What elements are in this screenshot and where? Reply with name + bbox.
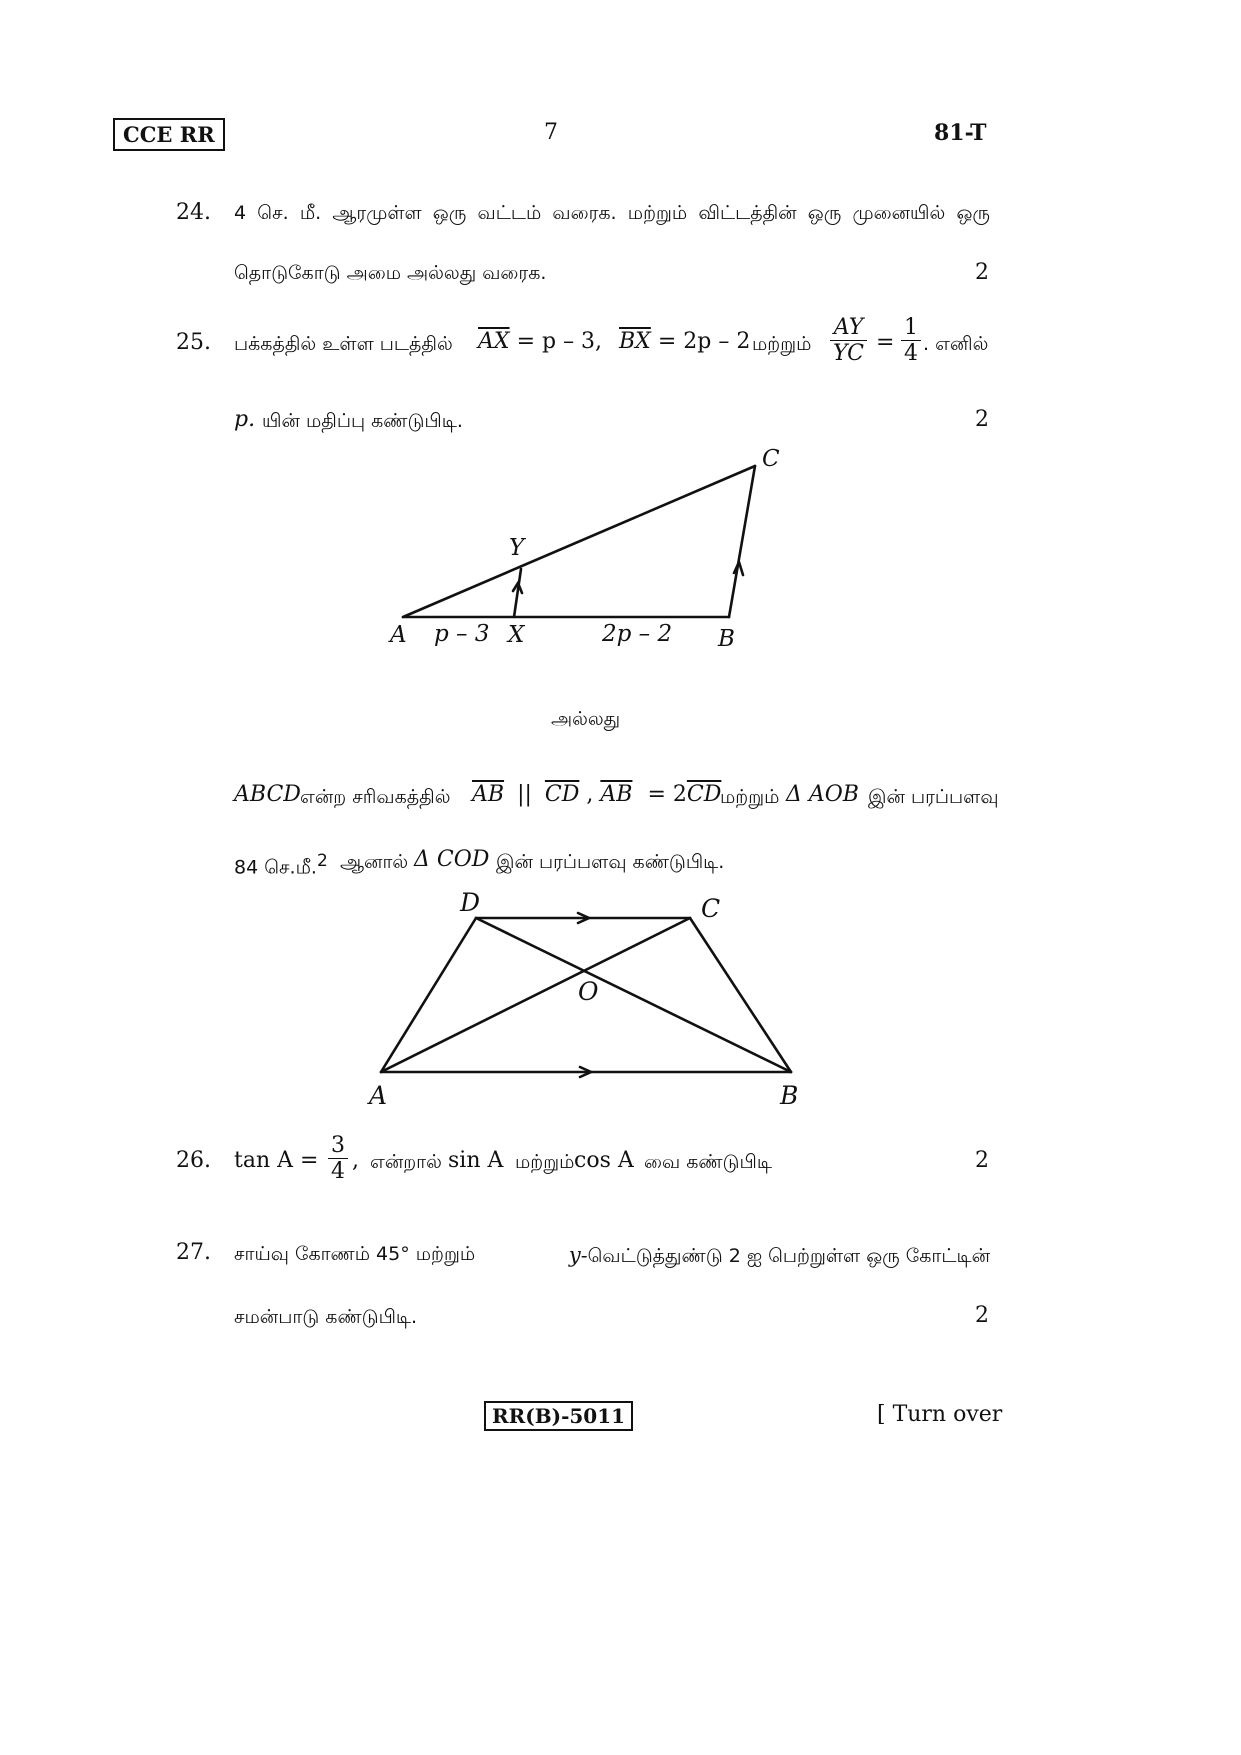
fig2-label-o: O — [578, 977, 599, 1006]
alt-ab1: $\overline{AB}$ — [472, 782, 505, 807]
alt-ab2: $\overline{AB}$ — [600, 782, 633, 807]
fig1-label-seg1: p – 3 — [434, 621, 490, 647]
q27-line1 — [234, 1243, 990, 1268]
alt-ab-cd — [472, 782, 721, 807]
q27-number: 27. — [176, 1240, 211, 1265]
fig2-label-d: D — [460, 888, 481, 917]
alt-cd2: $\overline{CD}$ — [686, 782, 722, 807]
fig1-label-x: X — [508, 622, 525, 648]
header-box-cce-rr: CCE RR — [113, 118, 225, 151]
q26-number: 26. — [176, 1148, 211, 1173]
fig2-label-c: C — [701, 894, 721, 923]
alt-parallel: || — [517, 782, 532, 807]
alt-cd1: $\overline{CD}$ — [544, 782, 580, 807]
q26-marks: 2 — [975, 1148, 989, 1173]
alt-and: மற்றும் — [720, 786, 780, 808]
q25-intro: பக்கத்தில் உள்ள படத்தில் — [234, 333, 453, 355]
q27-line1b: -வெட்டுத்துண்டு 2 ஐ பெற்றுள்ள ஒரு கோட்டின் — [580, 1245, 990, 1267]
q25-then: . எனில் — [923, 333, 989, 355]
line-bc — [729, 466, 755, 617]
fig1-label-seg2: 2p – 2 — [602, 621, 673, 647]
q26-text2: வை கண்டுபிடி — [644, 1151, 772, 1173]
q26-frac-den: 4 — [331, 1159, 345, 1184]
q25-marks: 2 — [975, 407, 989, 432]
page-number: 7 — [544, 120, 558, 145]
q25-equals: = — [876, 330, 895, 355]
q25-bx-value: = 2p – 2 — [657, 329, 751, 354]
q25-ax-label: $\overline{AX}$ — [478, 329, 510, 354]
alt-triangle-cod: Δ COD — [414, 847, 490, 872]
q26-sin: sin A — [448, 1148, 504, 1173]
q27-line1-mid — [569, 1243, 990, 1268]
alt-eq2: = 2 — [647, 782, 687, 807]
q25-value-num: 1 — [901, 315, 921, 341]
q26-frac-num: 3 — [328, 1133, 348, 1159]
fig2-label-b: B — [780, 1081, 799, 1110]
q25-ax-value: = p – 3, — [516, 329, 603, 354]
alt-triangle-aob: Δ AOB — [786, 782, 859, 807]
q27-y-var: y — [568, 1243, 581, 1267]
alt-area-number: 84 செ.மீ. — [234, 856, 317, 879]
turn-over: [ Turn over — [877, 1402, 1003, 1427]
q26-and: மற்றும் — [515, 1151, 575, 1173]
q25-number: 25. — [176, 330, 211, 355]
alt-text1: என்ற சரிவகத்தில் — [300, 786, 451, 808]
q25-ratio-num: AY — [830, 315, 867, 341]
q27-line2: சமன்பாடு கண்டுபிடி. — [234, 1306, 418, 1328]
q27-line1a: சாய்வு கோணம் 45° மற்றும் — [234, 1243, 476, 1265]
q24-number: 24. — [176, 200, 211, 225]
fig1-label-y: Y — [509, 535, 525, 561]
q26-tan: tan A = — [234, 1148, 319, 1173]
q26-text1: என்றால் — [370, 1151, 442, 1173]
alt-abcd: ABCD — [234, 782, 301, 807]
footer-code-box: RR(B)-5011 — [484, 1401, 633, 1431]
q26-cos: cos A — [574, 1148, 634, 1173]
fig2-label-a: A — [369, 1081, 388, 1110]
fig1-label-c: C — [762, 446, 780, 472]
q25-value-den: 4 — [904, 341, 918, 366]
q26-fraction — [328, 1133, 348, 1184]
alt-line2-text2: இன் பரப்பளவு கண்டுபிடி. — [496, 851, 725, 873]
alt-text2: இன் பரப்பளவு — [868, 786, 999, 808]
q24-marks: 2 — [975, 260, 989, 285]
line-bc2 — [690, 918, 791, 1072]
q26-comma: , — [352, 1148, 359, 1173]
fig1-label-a: A — [390, 622, 407, 648]
line-xy — [514, 569, 521, 617]
alt-area-sup: 2 — [316, 851, 328, 871]
q25-line2: யின் மதிப்பு கண்டுபிடி. — [262, 410, 463, 432]
diag-bd — [476, 918, 791, 1072]
line-ac — [403, 466, 755, 617]
q24-line1: 4 செ. மீ. ஆரமுள்ள ஒரு வட்டம் வரைக. மற்றும் விட்டத்தின் ஒரு முனையில் ஒரு — [234, 202, 990, 224]
q25-and: மற்றும் — [752, 333, 812, 355]
alt-comma: , — [586, 782, 594, 807]
paper-code: 81-T — [934, 120, 987, 146]
q25-ratio-den: YC — [833, 341, 864, 366]
or-separator: அல்லது — [551, 708, 621, 730]
q24-line2: தொடுகோடு அமை அல்லது வரைக. — [234, 262, 547, 284]
alt-line2-text1: ஆனால் — [340, 851, 409, 873]
q27-marks: 2 — [975, 1303, 989, 1328]
fig1-label-b: B — [718, 626, 735, 652]
q25-p-var: p. — [234, 407, 256, 432]
q25-bx-label: $\overline{BX}$ — [619, 329, 651, 354]
alt-area-value — [234, 851, 328, 879]
